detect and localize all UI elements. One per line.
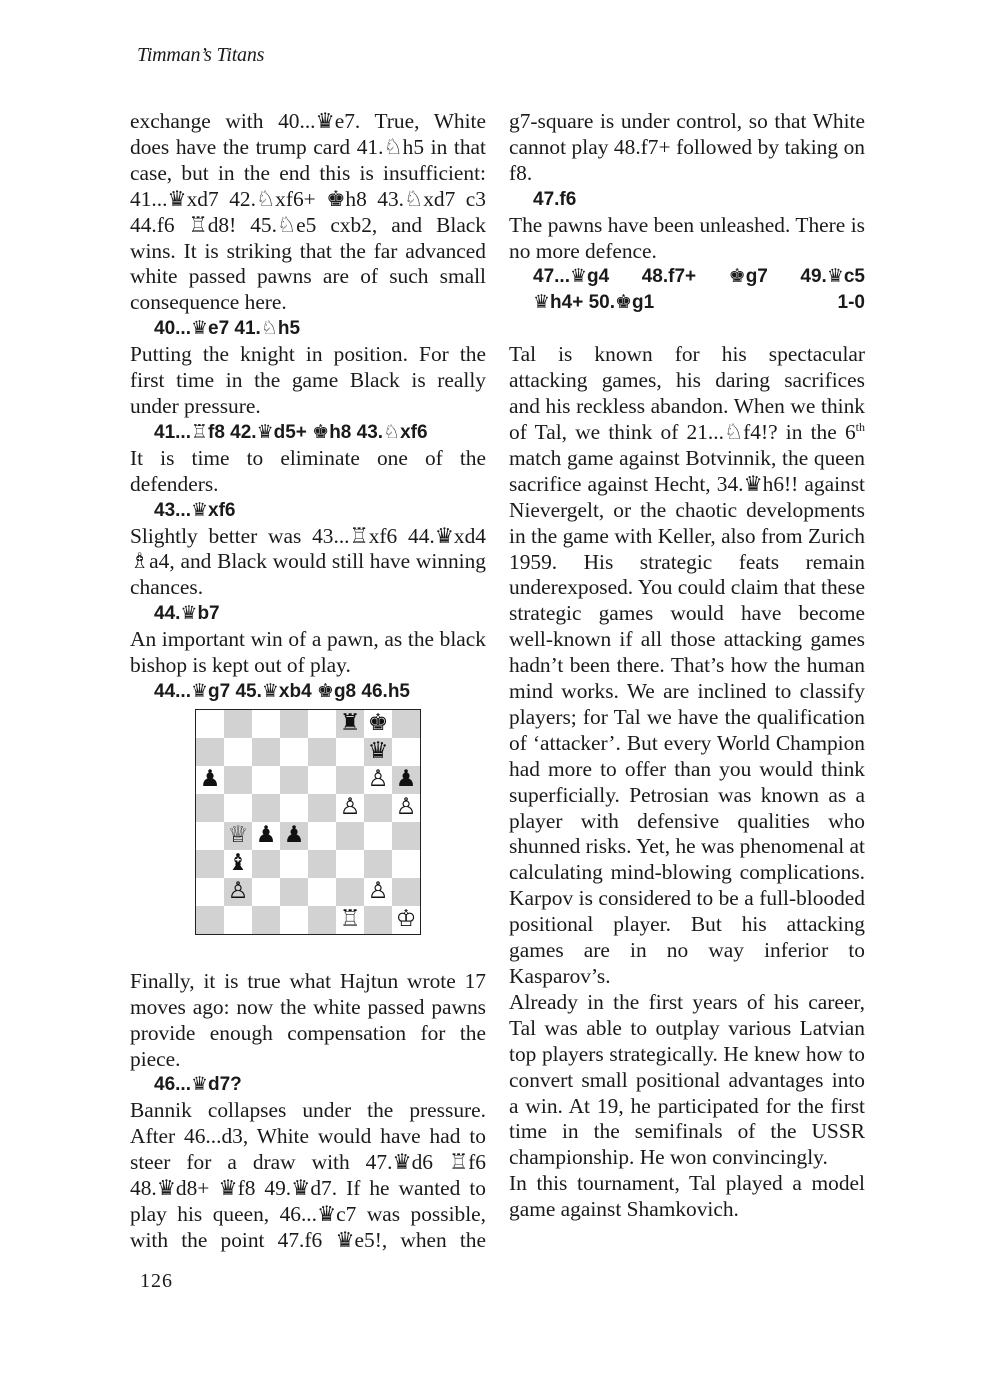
board-square — [392, 822, 420, 850]
board-square — [392, 850, 420, 878]
final-moves — [509, 264, 865, 316]
board-square: ♙ — [364, 766, 392, 794]
paragraph: Putting the knight in position. For the first time in the game Black is really under pressure. — [130, 342, 486, 418]
board-square: ♙ — [392, 794, 420, 822]
board-square — [280, 850, 308, 878]
board-square — [280, 738, 308, 766]
paragraph: exchange with 40...♛e7. True, White does have the trump card 41.♘h5 in that case, but in the end this is insufficient: 41...♛xd7 42.♘xf6+ ♚h8 43.♘xd7 c3 44.f6 ♖d8! 45.♘e5 cxb2, and Black wins. It is striking that the far advanced white passed pawns are of such small consequence here. — [130, 109, 486, 315]
board-square — [280, 906, 308, 934]
board-square: ♛ — [364, 738, 392, 766]
text-run: match game against Botvinnik, the queen sacrifice against Hecht, 34.♛h6!! against Nievergelt, or the chaotic developments in the game with Keller, also from Zurich 1959. His strategic feats remain underexposed. You could claim that these strategic games would have become well-known if all those attacking games hadn’t been there. That’s how the human mind works. We are inclined to classify players; for Tal we have the qualification of ‘attacker’. But every World Champion had more to offer than you would think superficially. Petrosian was known as a player with defensive qualities who shunned risks. Yet, he was phenomenal at calculating mind-blowing complications. Karpov is considered to be a full-blooded positional player. But his attacking games are in no way inferior to Kasparov’s. — [509, 445, 865, 988]
page-number: 126 — [140, 1270, 173, 1292]
board-square — [364, 850, 392, 878]
board-square — [224, 738, 252, 766]
game-result: 1-0 — [837, 292, 865, 314]
board-square — [224, 766, 252, 794]
board-square — [196, 822, 224, 850]
board-square — [364, 906, 392, 934]
board-square — [280, 710, 308, 738]
board-square — [364, 794, 392, 822]
move-line: 40...♛e7 41.♘h5 — [154, 318, 301, 340]
board-square — [196, 878, 224, 906]
board-square — [252, 794, 280, 822]
superscript: th — [855, 419, 865, 434]
board-square — [392, 710, 420, 738]
paragraph — [509, 342, 865, 990]
board-square — [224, 710, 252, 738]
board-square: ♜ — [336, 710, 364, 738]
board-square — [308, 878, 336, 906]
board-square — [252, 738, 280, 766]
board-square — [308, 710, 336, 738]
paragraph: In this tournament, Tal played a model game against Shamkovich. — [509, 1171, 865, 1222]
board-square — [280, 766, 308, 794]
left-column — [130, 109, 486, 1254]
board-square — [280, 794, 308, 822]
board-square — [308, 850, 336, 878]
move-line: 46...♛d7? — [154, 1074, 242, 1096]
move-token: ♛h4+ 50.♚g1 — [533, 292, 655, 314]
running-header: Timman’s Titans — [137, 44, 265, 66]
move-token: ♚g7 — [728, 266, 768, 288]
board-square — [224, 794, 252, 822]
board-square — [336, 850, 364, 878]
paragraph: g7-square is under control, so that White cannot play 48.f7+ followed by taking on f8. — [509, 109, 865, 185]
board-square: ♟ — [392, 766, 420, 794]
board-square — [336, 878, 364, 906]
board-square — [308, 906, 336, 934]
board-square — [196, 850, 224, 878]
board-square — [336, 766, 364, 794]
board-square — [308, 738, 336, 766]
move-token: 48.f7+ — [641, 266, 697, 288]
move-line: 44...♛g7 45.♛xb4 ♚g8 46.h5 — [154, 680, 410, 702]
board-square — [336, 822, 364, 850]
board-square: ♕ — [224, 822, 252, 850]
paragraph: Already in the first years of his career, Tal was able to outplay various Latvian top players strategically. He knew how to convert small positional advantages into a win. At 19, he participated for the first time in the semifinals of the USSR championship. He won convincingly. — [509, 989, 865, 1170]
board-square — [336, 738, 364, 766]
board-square — [196, 738, 224, 766]
right-column — [509, 109, 865, 1223]
move-token: 49.♛c5 — [800, 266, 865, 288]
board-square — [280, 878, 308, 906]
board-square — [252, 906, 280, 934]
paragraph: Finally, it is true what Hajtun wrote 17 moves ago: now the white passed pawns provide enough compensation for the piece. — [130, 968, 486, 1071]
paragraph: Bannik collapses under the pressure. After 46...d3, White would have had to steer for a draw with 47.♛d6 ♖f6 48.♛d8+ ♛f8 49.♛d7. If he wanted to play his queen, 46...♛c7 was possible, with the point 47.f6 ♛e5!, when the — [130, 1098, 486, 1252]
board-square: ♚ — [364, 710, 392, 738]
board-square: ♟ — [280, 822, 308, 850]
move-line: 47.f6 — [533, 188, 577, 210]
board-square: ♙ — [364, 878, 392, 906]
board-square — [392, 738, 420, 766]
paragraph: An important win of a pawn, as the black bishop is kept out of play. — [130, 627, 486, 678]
board-square — [364, 822, 392, 850]
text-run: Tal is known for his spectacular attacking games, his daring sacrifices and his reckless abandon. When we think of Tal, we think of 21...♘f4!? in the 6 — [509, 342, 865, 444]
board-square: ♟ — [252, 822, 280, 850]
board-square: ♔ — [392, 906, 420, 934]
move-token: 47...♛g4 — [533, 266, 610, 288]
board-square — [308, 794, 336, 822]
board-square — [308, 766, 336, 794]
chess-diagram — [130, 705, 486, 969]
paragraph: Slightly better was 43...♖xf6 44.♛xd4 ♗a4, and Black would still have winning chances. — [130, 523, 486, 600]
board-square: ♝ — [224, 850, 252, 878]
board-square — [392, 878, 420, 906]
board-square — [308, 822, 336, 850]
board-square — [252, 878, 280, 906]
board-square: ♙ — [336, 794, 364, 822]
move-line: 44.♛b7 — [154, 603, 220, 625]
paragraph: The pawns have been unleashed. There is no more defence. — [509, 212, 865, 263]
move-line: 43...♛xf6 — [154, 499, 236, 521]
board-square: ♙ — [224, 878, 252, 906]
board-square — [252, 766, 280, 794]
move-line: 41...♖f8 42.♛d5+ ♚h8 43.♘xf6 — [154, 421, 428, 443]
chess-board — [195, 709, 421, 935]
board-square — [196, 710, 224, 738]
board-square — [252, 850, 280, 878]
board-square — [196, 906, 224, 934]
board-square: ♖ — [336, 906, 364, 934]
board-square: ♟ — [196, 766, 224, 794]
board-square — [224, 906, 252, 934]
board-square — [252, 710, 280, 738]
board-square — [196, 794, 224, 822]
paragraph: It is time to eliminate one of the defenders. — [130, 445, 486, 496]
